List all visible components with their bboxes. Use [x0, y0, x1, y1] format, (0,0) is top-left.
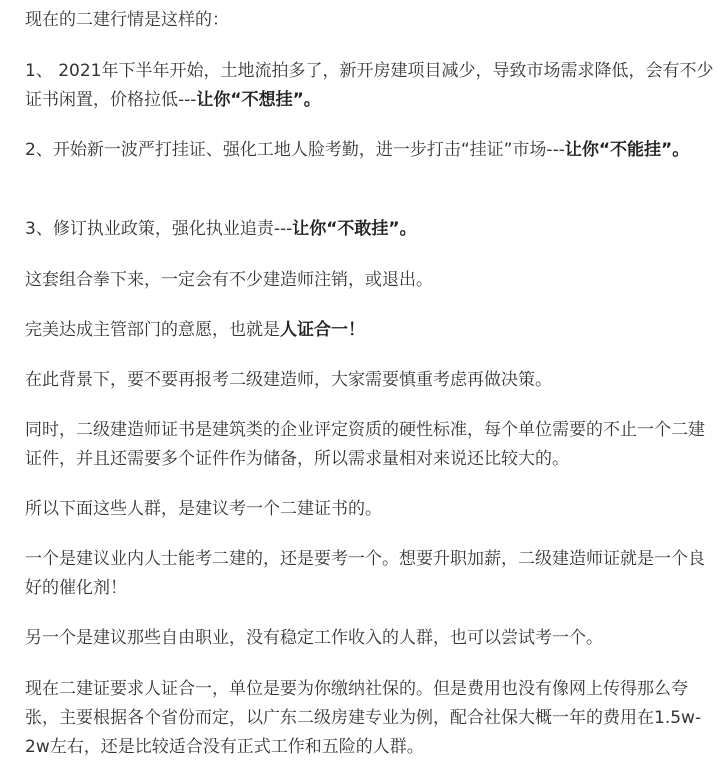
emphasis-text: 人证合一！: [280, 320, 365, 340]
paragraph-text: 所以下面这些人群，是建议考一个二建证书的。: [25, 499, 382, 519]
paragraph-cost: [25, 675, 717, 762]
emphasis-text: 让你“不敢挂”。: [292, 219, 417, 239]
paragraph-text: 另一个是建议那些自由职业，没有稳定工作收入的人群，也可以尝试考一个。: [25, 628, 603, 648]
paragraph-demand: [25, 416, 717, 474]
paragraph-intro: [25, 6, 717, 35]
paragraph-text: 3、修订执业政策，强化执业追责---: [25, 219, 293, 239]
paragraph-group-2: [25, 624, 717, 653]
paragraph-text: 这套组合拳下来，一定会有不少建造师注销，或退出。: [25, 270, 433, 290]
paragraph-text: 同时，二级建造师证书是建筑类的企业评定资质的硬性标准，每个单位需要的不止一个二建证件，并且还需要多个证件作为储备，所以需求量相对来说还比较大的。: [25, 420, 705, 469]
paragraph-groups: [25, 495, 717, 524]
emphasis-text: 让你“不想挂”。: [196, 90, 321, 110]
emphasis-text: 让你“不能挂”。: [564, 140, 690, 160]
paragraph-group-1: [25, 545, 717, 603]
paragraph-point-3: [25, 215, 717, 244]
paragraph-combo: [25, 266, 717, 295]
paragraph-point-2: [25, 136, 717, 165]
paragraph-text: 2、开始新一波严打挂证、强化工地人脸考勤，进一步打击“挂证”市场---: [25, 140, 565, 160]
paragraph-goal: [25, 316, 717, 345]
paragraph-text: 1、 2021年下半年开始，土地流拍多了，新开房建项目减少，导致市场需求降低，会有不少证书闲置，价格拉低---: [25, 61, 714, 110]
paragraph-text: 在此背景下，要不要再报考二级建造师，大家需要慎重考虑再做决策。: [25, 370, 552, 390]
paragraph-text: 一个是建议业内人士能考二建的，还是要考一个。想要升职加薪，二级建造师证就是一个良好的催化剂！: [25, 549, 705, 598]
paragraph-text: 现在二建证要求人证合一，单位是要为你缴纳社保的。但是费用也没有像网上传得那么夸张，主要根据各个省份而定，以广东二级房建专业为例，配合社保大概一年的费用在1.5w-2w左右，还是比较适合没有正式工作和五险的人群。: [25, 679, 702, 757]
paragraph-point-1: [25, 57, 717, 115]
paragraph-background: [25, 366, 717, 395]
paragraph-text: 完美达成主管部门的意愿，也就是: [25, 320, 280, 340]
paragraph-text: 现在的二建行情是这样的：: [25, 10, 229, 30]
